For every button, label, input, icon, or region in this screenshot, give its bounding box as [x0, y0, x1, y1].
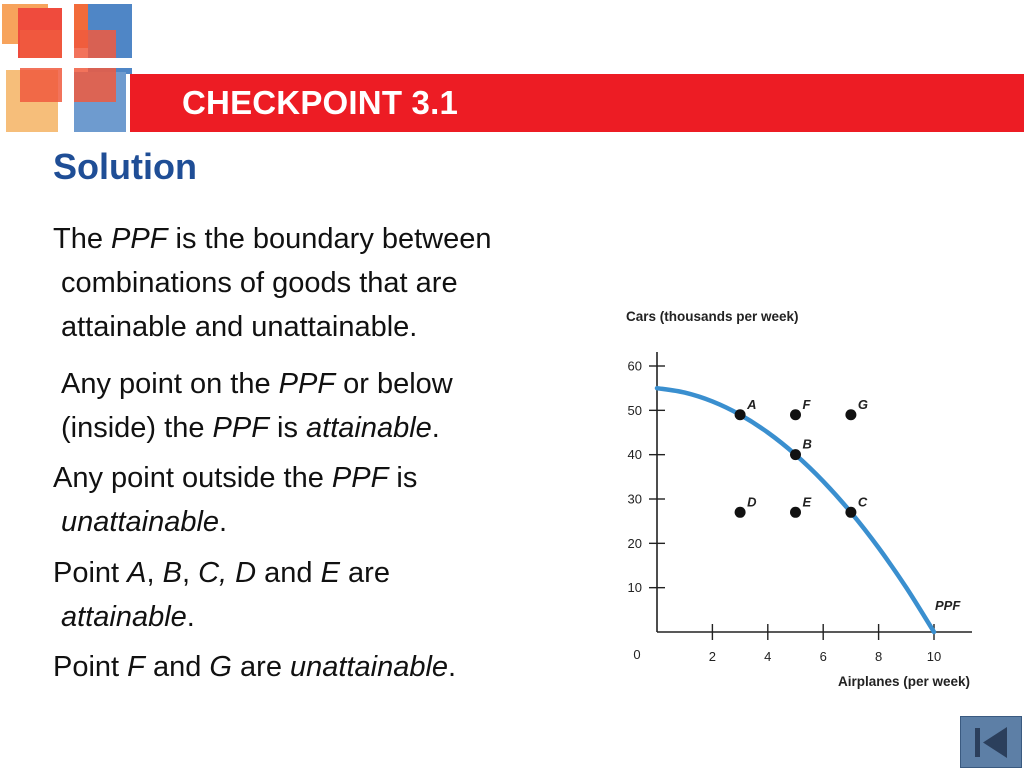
- page-title: CHECKPOINT 3.1: [182, 84, 459, 121]
- point-g-term: G: [209, 651, 232, 683]
- point-label-a: A: [747, 396, 757, 412]
- skip-back-icon: [961, 717, 1021, 767]
- text: .: [219, 506, 228, 538]
- point-b: [790, 449, 801, 460]
- text: is the boundary between: [175, 223, 492, 255]
- x-tick-label: 2: [708, 649, 717, 664]
- text: are: [348, 557, 390, 589]
- y-tick-label: 60: [627, 358, 642, 374]
- paragraph-points-unattainable: [53, 645, 456, 689]
- text: or below: [343, 368, 453, 400]
- point-cd-term: C, D: [198, 557, 257, 589]
- origin-label: 0: [633, 647, 641, 662]
- x-tick-label: 10: [926, 649, 942, 664]
- text: is: [396, 462, 418, 494]
- point-a-term: A: [127, 557, 147, 589]
- point-g: [845, 409, 856, 420]
- y-tick-label: 40: [627, 447, 642, 463]
- point-f-term: F: [127, 651, 145, 683]
- point-d: [735, 507, 746, 518]
- point-label-g: G: [857, 396, 869, 412]
- x-axis-label: Airplanes (per week): [837, 674, 970, 689]
- text: and: [152, 651, 202, 683]
- paragraph-unattainable: [53, 456, 417, 544]
- x-tick-label: 4: [764, 649, 772, 664]
- previous-slide-button[interactable]: [960, 716, 1022, 768]
- text: combinations of goods that are: [61, 267, 458, 299]
- y-axis-label: Cars (thousands per week): [626, 309, 799, 324]
- logo: [0, 0, 135, 135]
- ppf-term: PPF: [278, 368, 336, 400]
- header-banner: [130, 74, 1024, 132]
- text: The: [53, 223, 103, 255]
- ppf-term: PPF: [111, 223, 168, 255]
- point-b-term: B: [162, 557, 182, 589]
- ppf-chart: [612, 296, 984, 700]
- point-a: [735, 409, 746, 420]
- point-label-b: B: [802, 436, 812, 452]
- x-tick-label: 8: [874, 649, 883, 664]
- text: is: [277, 412, 298, 444]
- point-label-f: F: [802, 396, 811, 412]
- point-label-e: E: [802, 494, 812, 510]
- point-e: [790, 507, 801, 518]
- point-label-d: D: [747, 494, 757, 510]
- y-tick-label: 10: [627, 580, 642, 596]
- text: ,: [181, 557, 191, 589]
- paragraph-ppf-definition: [53, 217, 492, 349]
- text: are: [240, 651, 282, 683]
- attainable-term: attainable: [306, 412, 432, 444]
- text: Point: [53, 557, 120, 589]
- y-tick-label: 20: [627, 535, 642, 551]
- attainable-term: attainable: [61, 601, 187, 633]
- point-f: [790, 409, 801, 420]
- x-tick-label: 6: [819, 649, 827, 664]
- ppf-term: PPF: [331, 462, 389, 494]
- text: Any point outside the: [53, 462, 324, 494]
- text: .: [186, 601, 195, 633]
- paragraph-points-attainable: [53, 551, 390, 639]
- ppf-curve-label: PPF: [935, 598, 961, 613]
- text: Point: [53, 651, 120, 683]
- paragraph-attainable: [61, 362, 453, 450]
- text: (inside) the: [61, 412, 205, 444]
- point-label-c: C: [857, 494, 868, 510]
- ppf-term: PPF: [212, 412, 269, 444]
- point-e-term: E: [320, 557, 340, 589]
- unattainable-term: unattainable: [290, 651, 449, 683]
- text: attainable and unattainable.: [61, 311, 418, 343]
- y-tick-label: 50: [627, 402, 642, 418]
- text: Any point on the: [61, 368, 271, 400]
- y-tick-label: 30: [627, 491, 642, 507]
- text: and: [264, 557, 313, 589]
- unattainable-term: unattainable: [61, 506, 220, 538]
- text: ,: [146, 557, 155, 589]
- point-c: [845, 507, 856, 518]
- section-title: Solution: [53, 146, 197, 187]
- text: .: [431, 412, 440, 444]
- text: .: [448, 651, 457, 683]
